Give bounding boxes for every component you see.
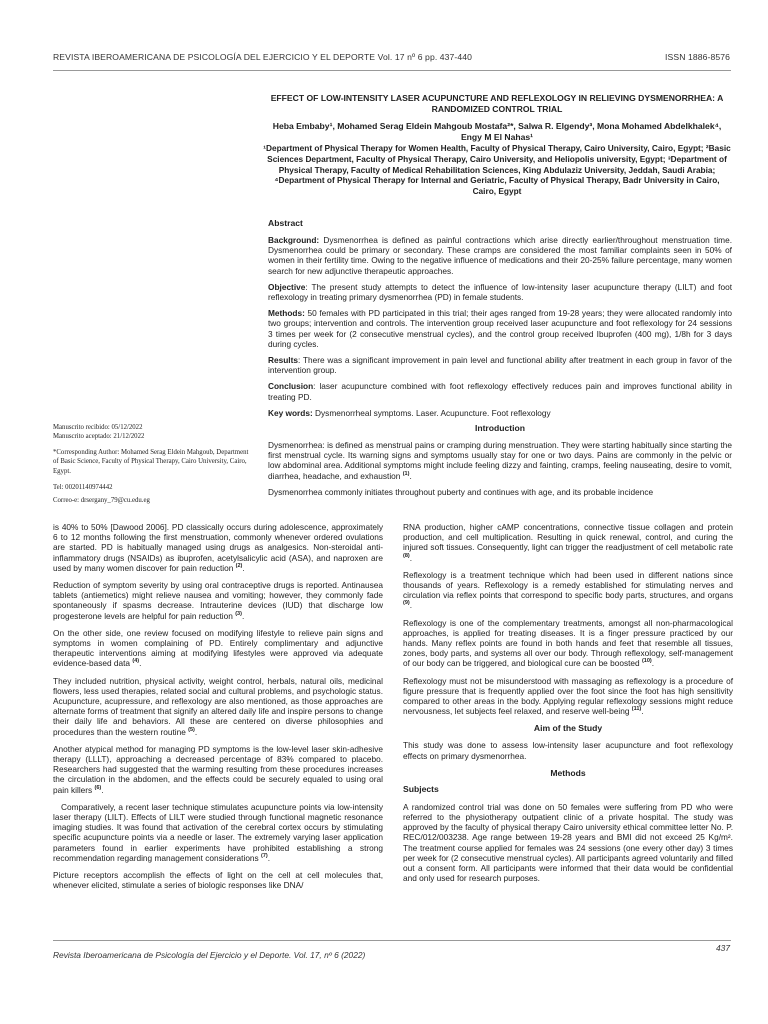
left-paragraph-4: They included nutrition, physical activity, weight control, herbals, natural oils, medicinal flowers, less used therapies, related social and cultural problems, and psychologic status. Acupuncture, acupressure, and reflexology are also mentioned, as those approaches are alternate forms of treatment that signify an altered daily life and inspire persons to change their daily life and behaviors. All these are centered on diverse philosophies and procedures than the western routine $^{(5)}$. — [53, 675, 383, 737]
intro-paragraph-1: Dysmenorrhea: is defined as menstrual pains or cramping during menstruation. They were starting habitually since starting the first menstrual cycle. Its warning signs and symptoms usually stay for one or two days. Pains are commonly in the pelvic or low abdominal area. Additional symptoms might include feeling dizzy and fainting, cramps, feeling nauseating, desire to vomit, diarrhea, headache, and exhaustion $^{(1)}$. — [268, 440, 732, 481]
results-text: : There was a significant improvement in pain level and functional ability after treatment in each group in favor of the intervention group. — [268, 355, 732, 376]
manuscript-accepted: Manuscrito aceptado: 21/12/2022 — [53, 433, 145, 440]
citation-7: (7) — [261, 853, 268, 860]
results-label: Results — [268, 355, 298, 366]
intro-p1-text: Dysmenorrhea: is defined as menstrual pains or cramping during menstruation. They were starting habitually since starting the first menstrual cycle. Its warning signs and symptoms usually stay for one or two days. Pains are commonly in the pelvic or low abdominal area. Additional symptoms might include feeling dizzy and fainting, cramps, feeling nauseating, desire to vomit, diarrhea, headache, and exhaustion — [268, 440, 732, 481]
background-label: Background: — [268, 235, 320, 245]
article-authors: Heba Embaby¹, Mohamed Serag Eldein Mahgoub Mostafa²*, Salwa R. Elgendy³, Mona Mohamed Abdelkhalek⁴, Engy M El Nahas¹ — [272, 121, 722, 142]
left-p1-text: is 40% to 50% [Dawood 2006]. PD classically occurs during adolescence, approximately 6 to 12 months following the first menstruation, commonly whenever ordered ovulations are started. PD is habitually managed using drugs as analgesics. Non-steroidal anti-inflammatory drugs (NSAIDs) as ibuprofen, acetylsalicylic acid (ASA), and naproxen are used by many women discover for pain reduction — [53, 522, 383, 573]
header-rule — [53, 70, 731, 71]
right-paragraph-3: Reflexology is one of the complementary treatments, amongst all non-pharmacological approaches, is applied for treating diseases. It is a finger pressure practiced by our hands. Many reflex points are found in both hands and feet that resemble all tissues, zones, body parts, and systems all over our body. Through reflexology, self-management of our body can be triggered, and biological cure can be boosted $^{(10)}$. — [403, 617, 733, 669]
left-paragraph-1: is 40% to 50% [Dawood 2006]. PD classically occurs during adolescence, approximately 6 to 12 months following the first menstruation, commonly whenever ordered ovulations are started. PD is habitually managed using drugs as analgesics. Non-steroidal anti-inflammatory drugs (NSAIDs) as ibuprofen, acetylsalicylic acid (ASA), and naproxen are used by many women discover for pain reduction $^{(2)}$. — [53, 522, 383, 573]
left-paragraph-5: Another atypical method for managing PD symptoms is the low-level laser skin-adhesive therapy (LLLT), approaching a decreased percentage of 83% compared to placebo. Researchers had suggested that the warming resulting from these procedures increases the circulation in the abdomen, and the effects could be securely equaled to using oral pain killers $^{(6)}$. — [53, 743, 383, 795]
left-paragraph-2: Reduction of symptom severity by using oral contraceptive drugs is reported. Antinausea tablets (antiemetics) might relieve nausea and vomiting; however, they commonly fade spontaneously if spasms decrease. Intrauterine devices (IUD) that discharge low progesterone levels are helpful for pain reduction $^{(3)}$. — [53, 580, 383, 621]
subjects-heading: Subjects — [403, 783, 439, 794]
page-number: 437 — [716, 943, 730, 953]
intro-paragraph-2: Dysmenorrhea commonly initiates throughout puberty and continues with age, and its probable incidence — [268, 486, 654, 497]
author-telephone: Tel: 00201140974442 — [53, 484, 113, 491]
left-paragraph-3: On the other side, one review focused on modifying lifestyle to relieve pain signs and symptoms in women complaining of PD. Entirely complimentary and adjunctive therapeutic interventions aiming at modifying lifestyles were approved via adequate evidence-based data $^{(4)}$. — [53, 627, 383, 669]
citation-1: (1) — [402, 470, 410, 477]
objective-text: : The present study attempts to detect the influence of low-intensity laser acupuncture therapy (LILT) and foot reflexology in treating primary dysmenorrhea (PD) in female students. — [268, 281, 732, 303]
abstract-background — [268, 235, 732, 276]
abstract-heading: Abstract — [268, 218, 303, 228]
abstract-section — [268, 218, 732, 497]
right-paragraph-2: Reflexology is a treatment technique which had been used in different nations since thousands of years. Reflexology is a remedy established for stimulating nerves and circulation via reflex points that correspond to specific body parts, structures, and organs $^{(9)}$. — [403, 569, 733, 611]
citation-11: (11) — [631, 706, 642, 713]
running-header-journal: REVISTA IBEROAMERICANA DE PSICOLOGÍA DEL EJERCICIO Y EL DEPORTE Vol. 17 nº 6 pp. 437-440 — [53, 52, 473, 62]
abstract-conclusion — [268, 381, 732, 401]
conclusion-label: Conclusion — [268, 381, 314, 392]
aim-heading: Aim of the Study — [533, 723, 603, 734]
right-p4-text: Reflexology must not be misunderstood with massaging as reflexology is a procedure of figure pressure that is frequently applied over the foot since the foot has high sensitivity compared to other areas in the body. Applying regular reflexology sessions might reduce nervousness, let subjects feel relaxed, and reserve well-being — [403, 675, 733, 717]
keywords-label: Key words: — [268, 407, 313, 418]
citation-9: (9) — [403, 600, 410, 607]
right-p2-text: Reflexology is a treatment technique which had been used in different nations since thousands of years. Reflexology is a remedy established for stimulating nerves and circulation via reflex points that correspond to specific body parts, structures, and organs — [403, 569, 733, 601]
methods-heading: Methods — [550, 767, 586, 778]
citation-5: (5) — [188, 726, 195, 733]
corresponding-author: *Corresponding Author: Mohamed Serag Eldein Mahgoub, Department of Basic Science, Faculty of Physical Therapy, Cairo University, Cairo, Egypt. — [53, 449, 249, 475]
right-paragraph-4: Reflexology must not be misunderstood with massaging as reflexology is a procedure of figure pressure that is frequently applied over the foot since the foot has high sensitivity compared to other areas in the body. Applying regular reflexology sessions might reduce nervousness, let subjects feel relaxed, and reserve well-being $^{(11)}$. — [403, 675, 733, 717]
right-column — [403, 522, 733, 883]
citation-10: (10) — [641, 658, 652, 665]
background-text: Dysmenorrhea is defined as painful contractions which arise directly earlier/throughout menstruation time. Dysmenorrhea could be primary or secondary. These cramps are considered the most familiar complaints seen in 50% of women in their fertility time. Owing to the negative influence of medications and their 20-25% failure percentage, many women search for new adjunctive therapeutic approaches. — [268, 235, 732, 276]
citation-6: (6) — [94, 784, 102, 791]
citation-8: (8) — [403, 552, 410, 559]
left-paragraph-6: Comparatively, a recent laser technique stimulates acupuncture points via low-intensity laser therapy (LILT). Effects of LILT were studied through functional magnetic resonance imaging studies. It was found that activation of the cerebral cortex occurs by stimulating specific acupuncture points via a needle or laser. The extremely varying laser application parameters found in earlier experiments have prohibited establishing a strong recommendation regarding management considerations $^{(7)}$. — [53, 801, 383, 863]
left-p4-text: They included nutrition, physical activity, weight control, herbals, natural oils, medicinal flowers, less used therapies, related social and cultural problems, and psychologic status. Acupuncture, acupressure, and reflexology are also mentioned, as those approaches are alternate forms of treatment that signify an altered daily life and inspire persons to change their daily life and behaviors. All these are centered on diverse philosophies and procedures than the western routine — [53, 675, 383, 737]
conclusion-text: : laser acupuncture combined with foot reflexology effectively reduces pain and improves functional ability in treating PD. — [268, 381, 732, 402]
left-column — [53, 522, 383, 891]
article-title: EFFECT OF LOW-INTENSITY LASER ACUPUNCTURE AND REFLEXOLOGY IN RELIEVING DYSMENORRHEA: A RANDOMIZED CONTROL TRIAL — [270, 93, 724, 114]
abstract-methods — [268, 308, 732, 349]
introduction-heading: Introduction — [474, 423, 526, 434]
article-affiliations: ¹Department of Physical Therapy for Women Health, Faculty of Physical Therapy, Cairo University, Cairo, Egypt; ²Basic Sciences Department, Faculty of Physical Therapy, Cairo University, and Heliopolis university, Egypt; ³Department of Physical Therapy, Faculty of Medical Rehabilitation Sciences, King Abdulaziz University, Jeddah, Saudi Arabia; ⁴Department of Physical Therapy for Internal and Geriatric, Faculty of Physical Therapy, Badr University in Cairo, Cairo, Egypt — [263, 143, 731, 197]
abstract-objective — [268, 282, 732, 302]
right-paragraph-1: RNA production, higher cAMP concentrations, connective tissue collagen and protein production, and cell multiplication. Resulting in quick renewal, control, and curing the injured soft tissues. Consequently, light can trigger the readjustment of cell metabolic rate $^{(8)}$. — [403, 522, 733, 563]
citation-3: (3) — [235, 610, 242, 617]
citation-4: (4) — [132, 658, 140, 665]
manuscript-received: Manuscrito recibido: 05/12/2022 — [53, 424, 143, 431]
right-p1-text: RNA production, higher cAMP concentrations, connective tissue collagen and protein production, and cell multiplication. Resulting in quick renewal, control, and curing the injured soft tissues. Consequently, light can trigger the readjustment of cell metabolic rate — [403, 522, 733, 553]
citation-2: (2) — [235, 563, 243, 570]
objective-label: Objective — [268, 281, 306, 292]
left-p3-text: On the other side, one review focused on modifying lifestyle to relieve pain signs and symptoms in women complaining of PD. Entirely complimentary and adjunctive therapeutic interventions aiming at modifying lifestyles were approved via adequate evidence-based data — [53, 627, 383, 669]
running-header-issn: ISSN 1886-8576 — [665, 52, 730, 62]
left-p6-text: Comparatively, a recent laser technique stimulates acupuncture points via low-intensity laser therapy (LILT). Effects of LILT were studied through functional magnetic resonance imaging studies. It was found that activation of the cerebral cortex occurs by stimulating specific acupuncture points via a needle or laser. The extremely varying laser application parameters found in earlier experiments have prohibited establishing a strong recommendation regarding management considerations — [53, 801, 383, 863]
keywords-text: Dysmenorrheal symptoms. Laser. Acupuncture. Foot reflexology — [312, 407, 551, 418]
author-email: Correo-e: drsergany_79@cu.edu.eg — [53, 497, 150, 504]
left-paragraph-7: Picture receptors accomplish the effects of light on the cell at cell molecules that, whenever elicited, stimulate a series of biologic responses like DNA/ — [53, 870, 383, 891]
abstract-keywords — [268, 408, 732, 418]
left-p2-text: Reduction of symptom severity by using oral contraceptive drugs is reported. Antinausea tablets (antiemetics) might relieve nausea and vomiting; however, they commonly fade spontaneously if spasms decrease. Intrauterine devices (IUD) that discharge low progesterone levels are helpful for pain reduction — [53, 580, 383, 621]
abstract-results — [268, 355, 732, 375]
left-p5-text: Another atypical method for managing PD symptoms is the low-level laser skin-adhesive therapy (LLLT), approaching a decreased percentage of 83% compared to placebo. Researchers had suggested that the warming resulting from these procedures increases the circulation in the abdomen, and the effects could be securely equaled to using oral pain killers — [53, 743, 383, 795]
subjects-paragraph: A randomized control trial was done on 50 females were suffering from PD who were referred to the physiotherapy outpatient clinic of a private hospital. The study was approved by the faculty of physical therapy Cairo university ethical committee letter No. P. REC/012/003238. Age range between 19-28 years and BMI did not exceed 25 Kg/m². The treatment course applied for females was 24 sessions (one every other day) 3 times per week for (2 consecutive menstrual cycles). All participants agreed voluntarily and filled out a consent form. All participants were informed that their data would be confidential and only used for research purposes. — [403, 801, 733, 884]
footer-journal: Revista Iberoamericana de Psicología del Ejercicio y el Deporte. Vol. 17, nº 6 (2022) — [53, 950, 366, 960]
methods-label: Methods: — [268, 308, 305, 319]
footer-rule — [53, 940, 731, 941]
right-p3-text: Reflexology is one of the complementary treatments, amongst all non-pharmacological approaches, is applied for treating diseases. It is a finger pressure practiced by our hands. Many reflex points are found in both hands and feet that resemble all tissues, zones, body parts, and systems all over our body. Through reflexology, self-management of our body can be triggered, and biological cure can be boosted — [403, 617, 733, 669]
methods-text: 50 females with PD participated in this trial; their ages ranged from 19-28 years; they were allocated randomly into two groups; intervention and controls. The intervention group received laser acupuncture and foot reflexology for 24 sessions 3 times per week for (2 consecutive menstrual cycles), and the control group received Ibuprofen (400 mg), 1/8h for 3 days during cycles. — [268, 308, 732, 349]
aim-paragraph: This study was done to assess low-intensity laser acupuncture and foot reflexology effects on primary dysmenorrhea. — [403, 740, 733, 761]
